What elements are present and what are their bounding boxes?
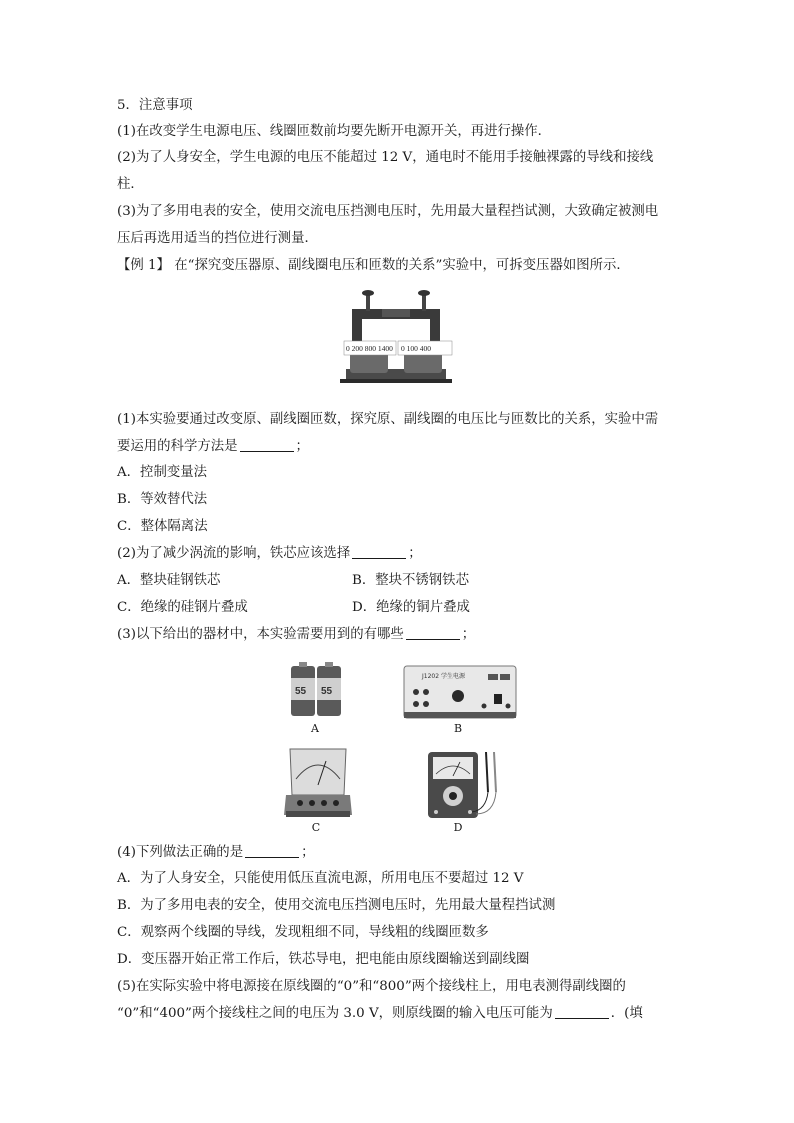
answer-blank-4[interactable] [245, 843, 299, 858]
question-5-line1: (5)在实际实验中将电源接在原线圈的“0”和“800”两个接线柱上，用电表测得副线圈的 [117, 979, 626, 994]
answer-blank-2[interactable] [352, 544, 406, 559]
transformer-scale-left: 0 200 800 1400 [346, 344, 393, 353]
label-c: C [311, 821, 321, 834]
question-5-text: “0”和“400”两个接线柱之间的电压为 3.0 V，则原线圈的输入电压可能为 [117, 1006, 553, 1021]
example-intro: 【例 1】 在“探究变压器原、副线圈电压和匝数的关系”实验中，可拆变压器如图所示． [117, 258, 630, 273]
svg-text:55: 55 [321, 686, 333, 697]
answer-blank-5[interactable] [555, 1004, 609, 1019]
question-1-line2 [117, 437, 309, 457]
label-d: D [453, 821, 463, 834]
transformer-figure [338, 287, 454, 385]
question-4 [117, 843, 314, 863]
question-5-line2 [117, 1004, 643, 1024]
svg-text:55: 55 [295, 686, 307, 697]
question-2-text: (2)为了减少涡流的影响，铁芯应该选择 [117, 546, 351, 561]
power-supply-image [402, 664, 518, 722]
power-supply-label: J1202 学生电源 [422, 673, 465, 680]
multimeter-image [424, 748, 504, 820]
question-3-end: ； [461, 627, 476, 642]
transformer-scale-right: 0 100 400 [401, 344, 431, 353]
analog-meter-image [282, 745, 354, 819]
q1-option-a: A．控制变量法 [117, 465, 208, 480]
section-heading: 5．注意事项 [117, 98, 193, 113]
label-b: B [453, 722, 463, 735]
question-2 [117, 544, 422, 564]
q2-option-c: C．绝缘的硅钢片叠成 [117, 600, 248, 615]
question-2-end: ； [408, 546, 422, 561]
note-3: (3)为了多用电表的安全，使用交流电压挡测电压时，先用最大量程挡试测，大致确定被测电 [117, 204, 659, 219]
note-1: (1)在改变学生电源电压、线圈匝数前均要先断开电源开关，再进行操作． [117, 124, 552, 139]
answer-blank-1[interactable] [240, 437, 294, 452]
battery-image [285, 660, 347, 720]
q2-option-a: A．整块硅钢铁芯 [117, 573, 221, 588]
q2-option-b: B．整块不锈钢铁芯 [352, 573, 469, 588]
q2-option-d: D．绝缘的铜片叠成 [352, 600, 470, 615]
q4-option-c: C．观察两个线圈的导线，发现粗细不同，导线粗的线圈匝数多 [117, 925, 489, 940]
question-3 [117, 625, 475, 645]
answer-blank-3[interactable] [406, 625, 460, 640]
q1-option-b: B．等效替代法 [117, 492, 208, 507]
question-4-text: (4)下列做法正确的是 [117, 845, 244, 860]
note-3-cont: 压后再选用适当的挡位进行测量． [117, 231, 318, 246]
question-1-text: 要运用的科学方法是 [117, 439, 238, 454]
note-2-cont: 柱． [117, 177, 144, 192]
label-a: A [311, 722, 319, 735]
question-4-end: ； [301, 845, 315, 860]
question-1-end: ； [295, 439, 309, 454]
q4-option-a: A．为了人身安全，只能使用低压直流电源，所用电压不要超过 12 V [117, 871, 524, 886]
note-2: (2)为了人身安全，学生电源的电压不能超过 12 V，通电时不能用手接触裸露的导线和接线 [117, 150, 654, 165]
q1-option-c: C．整体隔离法 [117, 519, 208, 534]
question-5-end: ．(填 [610, 1006, 643, 1021]
q4-option-b: B．为了多用电表的安全，使用交流电压挡测电压时，先用最大量程挡试测 [117, 898, 556, 913]
question-3-text: (3)以下给出的器材中，本实验需要用到的有哪些 [117, 627, 404, 642]
q4-option-d: D．变压器开始正常工作后，铁芯导电，把电能由原线圈输送到副线圈 [117, 952, 530, 967]
question-1-line1: (1)本实验要通过改变原、副线圈匝数，探究原、副线圈的电压比与匝数比的关系，实验中需 [117, 412, 659, 427]
